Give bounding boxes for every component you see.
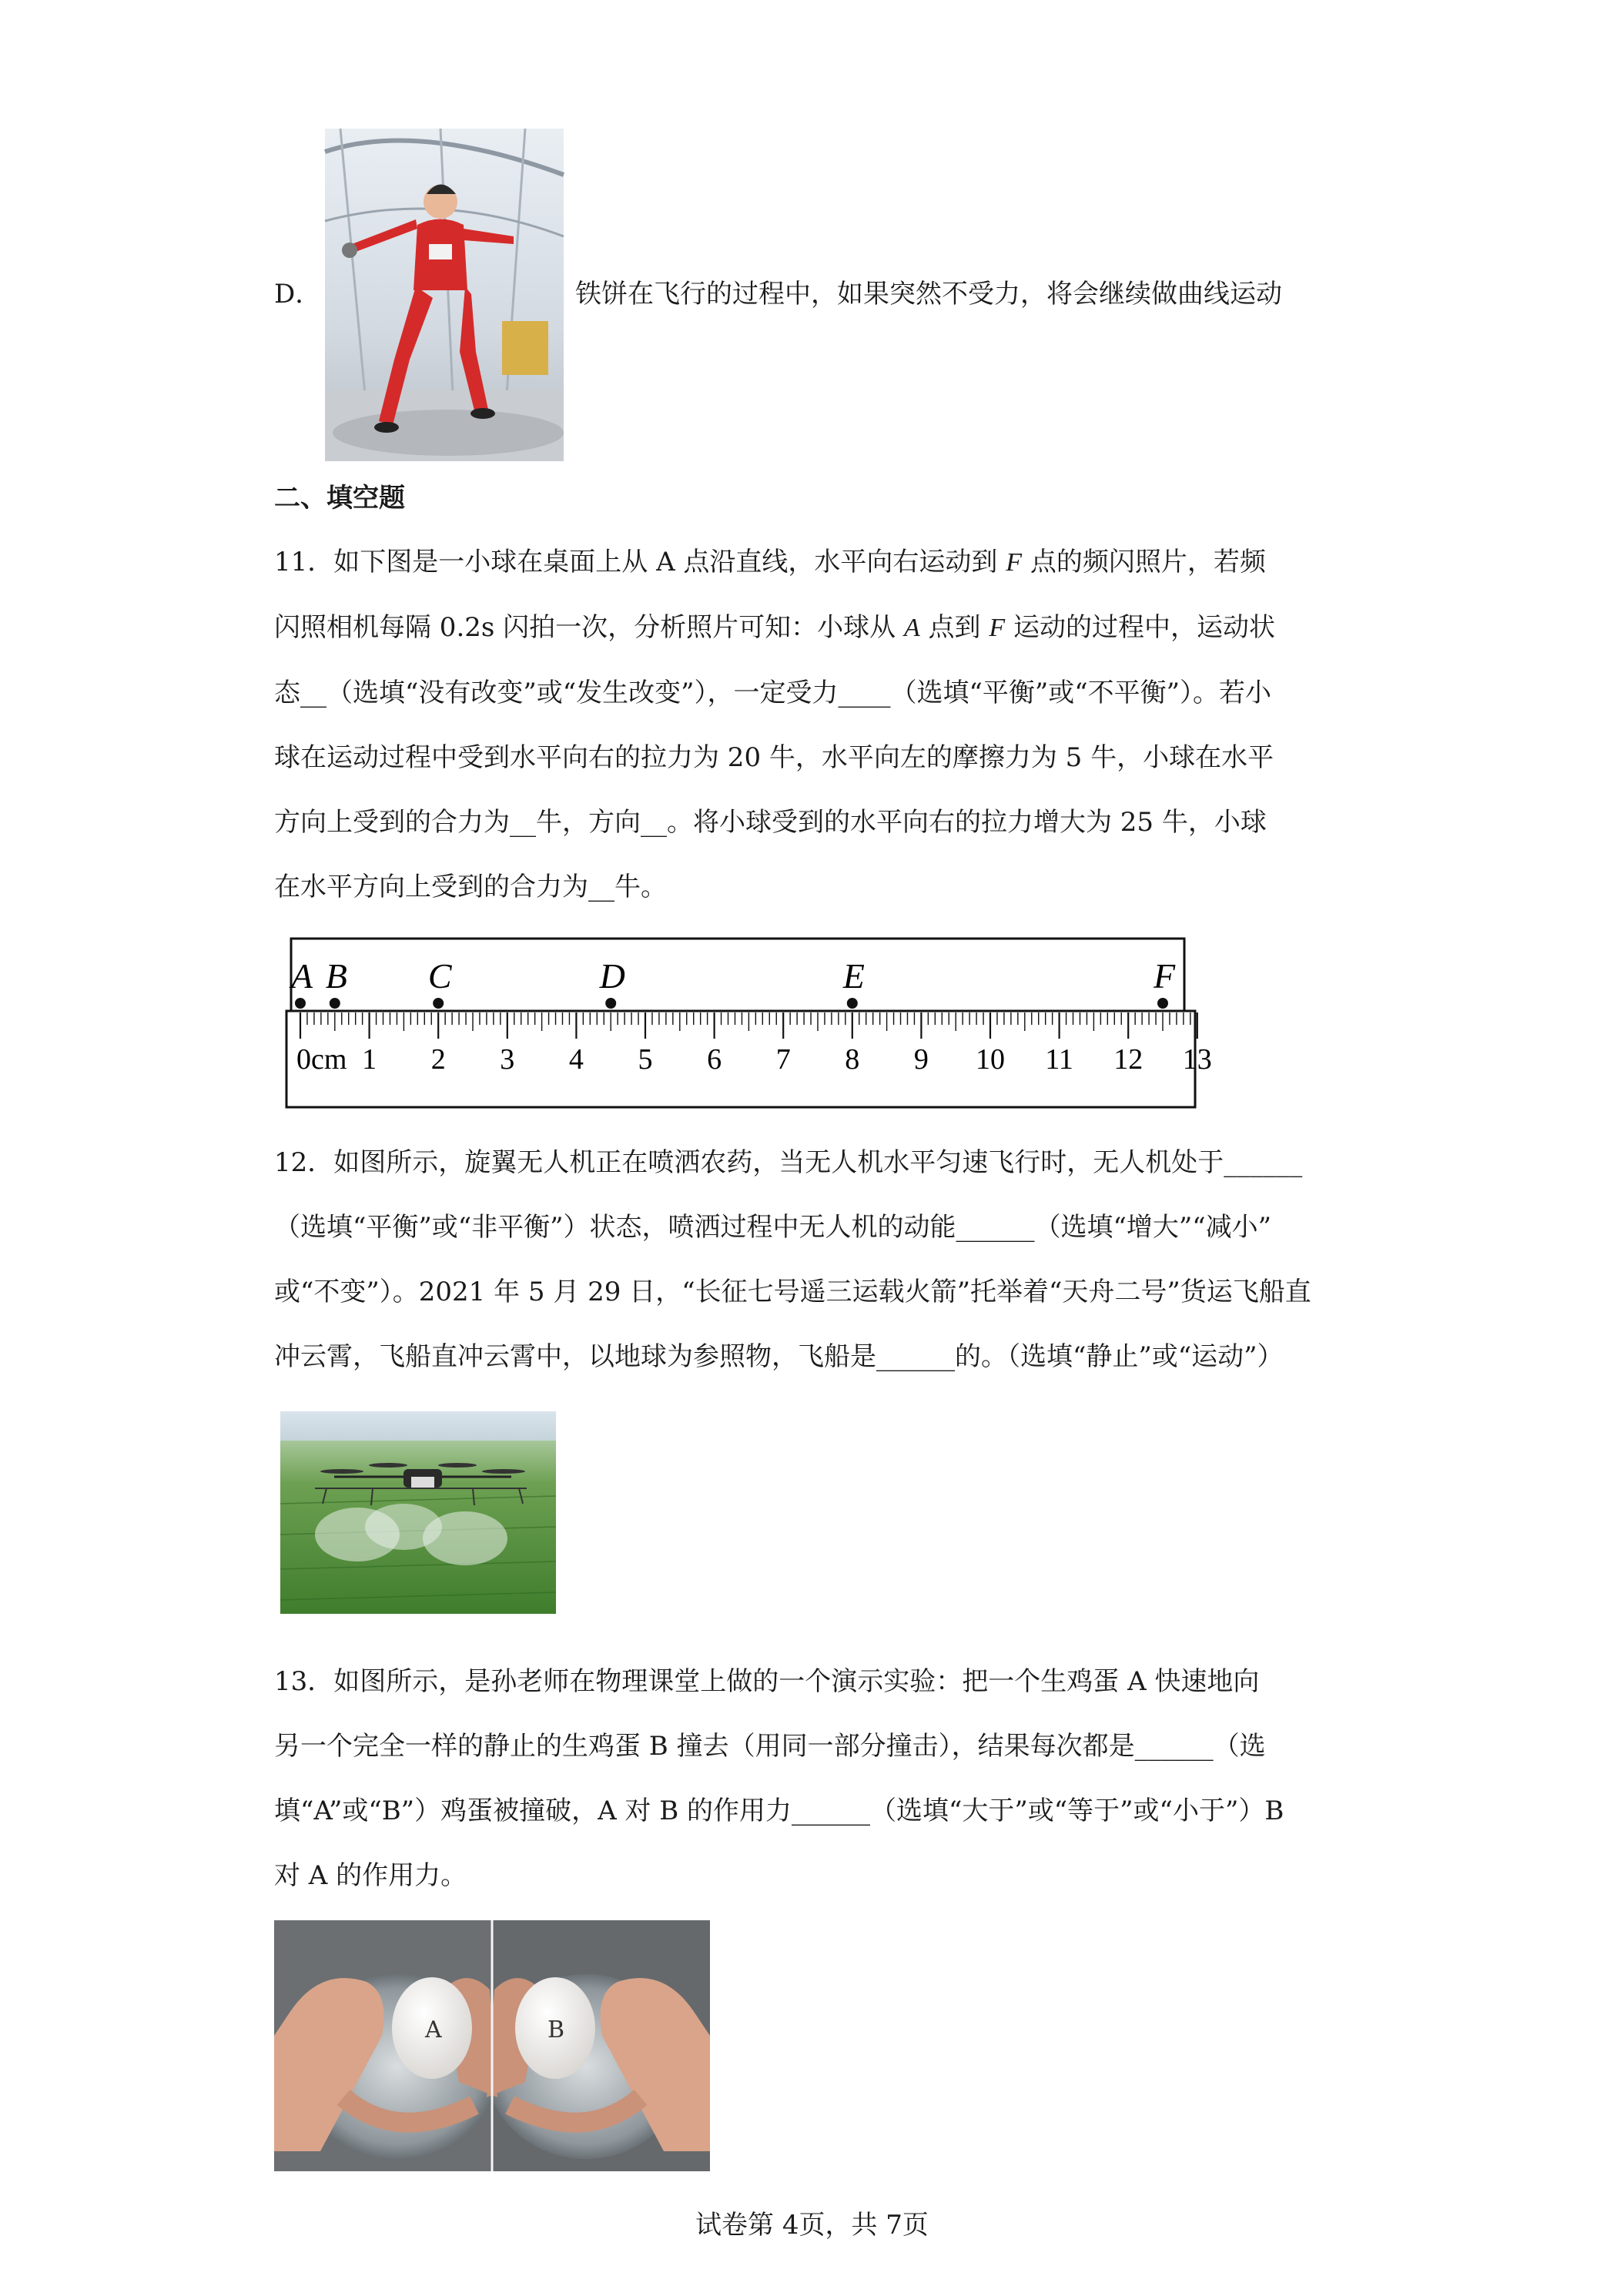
option-d-text: 铁饼在飞行的过程中，如果突然不受力，将会继续做曲线运动 <box>575 279 1282 310</box>
q12-line-2: （选填“平衡”或“非平衡”）状态，喷洒过程中无人机的动能______（选填“增大”“减小” <box>274 1212 1272 1243</box>
q13-line-2: 另一个完全一样的静止的生鸡蛋 B 撞去（用同一部分撞击），结果每次都是______（选 <box>274 1731 1266 1762</box>
ruler-number: 12 <box>1113 1043 1143 1076</box>
ball-point-label: A <box>290 956 313 996</box>
q13-line-1: 13．如图所示，是孙老师在物理课堂上做的一个演示实验：把一个生鸡蛋 A 快速地向 <box>274 1666 1260 1697</box>
q11-block <box>274 530 1368 919</box>
section-title: 二、填空题 <box>274 483 405 514</box>
q12-line-3: 或“不变”）。2021 年 5 月 29 日，“长征七号遥三运载火箭”托举着“天舟二号”货运飞船直 <box>274 1277 1311 1307</box>
q11-line-5: 方向上受到的合力为__牛，方向__。将小球受到的水平向右的拉力增大为 25 牛，小球 <box>274 807 1267 838</box>
ruler-figure <box>277 934 1212 1119</box>
ruler-number: 7 <box>775 1043 791 1076</box>
ruler-unit-label: 0cm <box>296 1043 347 1076</box>
ball-point-e <box>847 998 858 1009</box>
ball-point-b <box>330 998 340 1009</box>
q12-line-1: 12．如图所示，旋翼无人机正在喷洒农药，当无人机水平匀速飞行时，无人机处于______ <box>274 1147 1303 1178</box>
ball-point-d <box>605 998 616 1009</box>
drone-spraying-image <box>280 1411 556 1614</box>
q13-block <box>274 1649 1368 1908</box>
q13-line-3: 填“A”或“B”）鸡蛋被撞破，A 对 B 的作用力______（选填“大于”或“等于”或“小于”）B <box>274 1796 1284 1826</box>
ruler-number: 8 <box>845 1043 860 1076</box>
ball-point-c <box>433 998 444 1009</box>
ball-point-label: E <box>842 956 865 996</box>
option-d-label: D． <box>274 279 322 310</box>
q11-line-2: 闪照相机每隔 0.2s 闪拍一次，分析照片可知：小球从 A 点到 F 运动的过程中，运动状 <box>274 612 1275 643</box>
eggs-collision-image <box>274 1920 710 2171</box>
q11-line-1: 11．如下图是一小球在桌面上从 A 点沿直线，水平向右运动到 F 点的频闪照片，若频 <box>274 547 1266 577</box>
ball-point-label: D <box>599 956 625 996</box>
egg-b-label: B <box>547 2017 565 2043</box>
ruler-number: 9 <box>913 1043 929 1076</box>
ball-point-label: B <box>325 956 347 996</box>
ball-point-label: C <box>427 956 452 996</box>
ball-point-a <box>295 998 306 1009</box>
q11-line-6: 在水平方向上受到的合力为__牛。 <box>274 872 667 902</box>
page-footer: 试卷第 4页，共 7页 <box>695 2210 929 2241</box>
ruler-number: 10 <box>976 1043 1005 1076</box>
ruler-number: 3 <box>500 1043 515 1076</box>
ruler-number: 2 <box>430 1043 446 1076</box>
q11-number: 11． <box>274 547 334 577</box>
ball-point-label: F <box>1153 956 1176 996</box>
q12-line-4: 冲云霄，飞船直冲云霄中，以地球为参照物，飞船是______的。（选填“静止”或“运动”） <box>274 1341 1284 1372</box>
ruler-number: 5 <box>638 1043 653 1076</box>
ruler-number: 4 <box>568 1043 584 1076</box>
ruler-number: 1 <box>362 1043 377 1076</box>
q11-line-3: 态__（选填“没有改变”或“发生改变”），一定受力____（选填“平衡”或“不平衡”）。若小 <box>274 678 1272 708</box>
discus-thrower-image <box>325 129 564 461</box>
ball-point-f <box>1157 998 1168 1009</box>
q13-line-4: 对 A 的作用力。 <box>274 1860 467 1891</box>
q12-block <box>274 1130 1368 1389</box>
ruler-number: 13 <box>1182 1043 1212 1076</box>
ruler-number: 11 <box>1045 1043 1073 1076</box>
q11-line-4: 球在运动过程中受到水平向右的拉力为 20 牛，水平向左的摩擦力为 5 牛，小球在水平 <box>274 742 1274 773</box>
ruler-number: 6 <box>707 1043 722 1076</box>
egg-a-label: A <box>425 2017 442 2043</box>
